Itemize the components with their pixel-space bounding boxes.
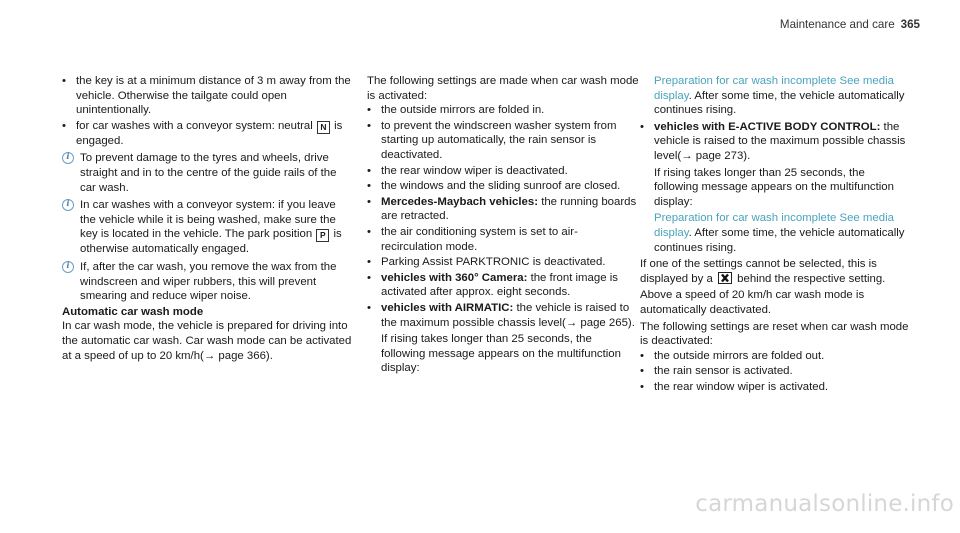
column-right xyxy=(640,74,910,395)
body-text: In car wash mode, the vehicle is prepared for driving into the automatic car wash. Car wash mode can be activated at a speed of up to 20 km/h(→ page 366). xyxy=(62,320,352,362)
section-heading: Automatic car wash mode xyxy=(62,305,204,318)
info-text: In car washes with a conveyor system: if you leave the vehicle while it is being washed, make sure the key is located in the vehicle. The park position xyxy=(80,199,336,241)
body-text: . After some time, the vehicle automatically continues rising. xyxy=(654,89,905,117)
info-text: To prevent damage to the tyres and wheels, drive straight and in to the centre of the guide rails of the car wash. xyxy=(80,152,337,194)
gear-n-symbol: N xyxy=(317,121,330,134)
info-note xyxy=(62,151,354,195)
info-icon: i xyxy=(62,152,74,164)
section-title: Maintenance and care xyxy=(779,18,895,31)
info-note xyxy=(62,198,354,257)
column-left xyxy=(62,74,354,363)
list-item-text: the running boards are retracted. xyxy=(381,195,637,223)
list-item-text: is engaged. xyxy=(76,119,343,147)
list-item-subtext: If rising takes longer than 25 seconds, the following message appears on the multifunction display: xyxy=(381,333,621,375)
list-item-text: for car washes with a conveyor system: neutral xyxy=(76,119,313,132)
display-message: Preparation for car wash incomplete See media display xyxy=(654,75,894,102)
watermark: carmanualsonline.info xyxy=(695,491,954,517)
body-text-part: behind the respective setting. xyxy=(737,272,886,285)
list-item: • the key is at a minimum distance of 3 m away from the vehicle. Otherwise the tailgate could open unintentionally. xyxy=(62,74,354,118)
list-item-subtext: If rising takes longer than 25 seconds, the following message appears on the multifunction display: xyxy=(654,166,894,208)
display-message: Preparation for car wash incomplete See media display xyxy=(654,212,894,239)
list-item-label: vehicles with AIRMATIC: xyxy=(381,301,514,314)
page-number: 365 xyxy=(900,18,920,31)
list-item-label: vehicles with E-ACTIVE BODY CONTROL: xyxy=(654,120,881,133)
list-item: • Parking Assist PARKTRONIC is deactivated. xyxy=(367,255,639,270)
list-item-text: the vehicle is raised to the maximum possible chassis level(→ page 273). xyxy=(654,120,906,162)
column-middle xyxy=(367,74,639,376)
list-item: • the rear window wiper is deactivated. xyxy=(367,164,639,179)
x-mark-icon xyxy=(718,272,732,284)
info-note xyxy=(62,260,354,304)
list-item xyxy=(62,119,354,149)
body-text: Above a speed of 20 km/h car wash mode is automatically deactivated. xyxy=(640,289,865,316)
display-message-block xyxy=(640,211,910,255)
list-item-text: the front image is activated after approx. eight seconds. xyxy=(381,271,618,299)
list-item xyxy=(640,120,910,164)
info-icon: i xyxy=(62,199,74,211)
info-text: If, after the car wash, you remove the wax from the windscreen and wiper rubbers, this will prevent smearing and reduce wiper noise. xyxy=(80,260,337,303)
list-item: • the air conditioning system is set to air-recirculation mode. xyxy=(367,225,639,254)
page-header xyxy=(780,18,920,33)
body-text: The following settings are made when car wash mode is activated: xyxy=(367,75,639,102)
list-item-label: vehicles with 360° Camera: xyxy=(381,271,528,284)
list-item: • the outside mirrors are folded out. xyxy=(640,349,910,364)
list-item xyxy=(367,301,639,330)
display-message-block xyxy=(640,74,910,118)
body-text: The following settings are reset when car wash mode is deactivated: xyxy=(640,320,909,348)
list-item-text: the vehicle is raised to the maximum possible chassis level(→ page 265). xyxy=(381,301,635,329)
list-item: • to prevent the windscreen washer system from starting up automatically, the rain sensor is deactivated. xyxy=(367,119,639,163)
list-item xyxy=(367,271,639,300)
list-item: • the outside mirrors are folded in. xyxy=(367,103,639,118)
info-icon: i xyxy=(62,261,74,273)
list-item: • the rain sensor is activated. xyxy=(640,364,910,379)
list-item: • the windows and the sliding sunroof are closed. xyxy=(367,179,639,194)
gear-p-symbol: P xyxy=(316,229,329,242)
info-text: is otherwise automatically engaged. xyxy=(80,228,342,256)
list-item xyxy=(367,195,639,224)
body-text xyxy=(640,257,910,286)
body-text-part: If one of the settings cannot be selected, this is displayed by a xyxy=(640,258,877,285)
list-item: • the rear window wiper is activated. xyxy=(640,380,910,395)
body-text: . After some time, the vehicle automatically continues rising. xyxy=(654,226,905,254)
list-item-label: Mercedes-Maybach vehicles: xyxy=(381,195,539,208)
